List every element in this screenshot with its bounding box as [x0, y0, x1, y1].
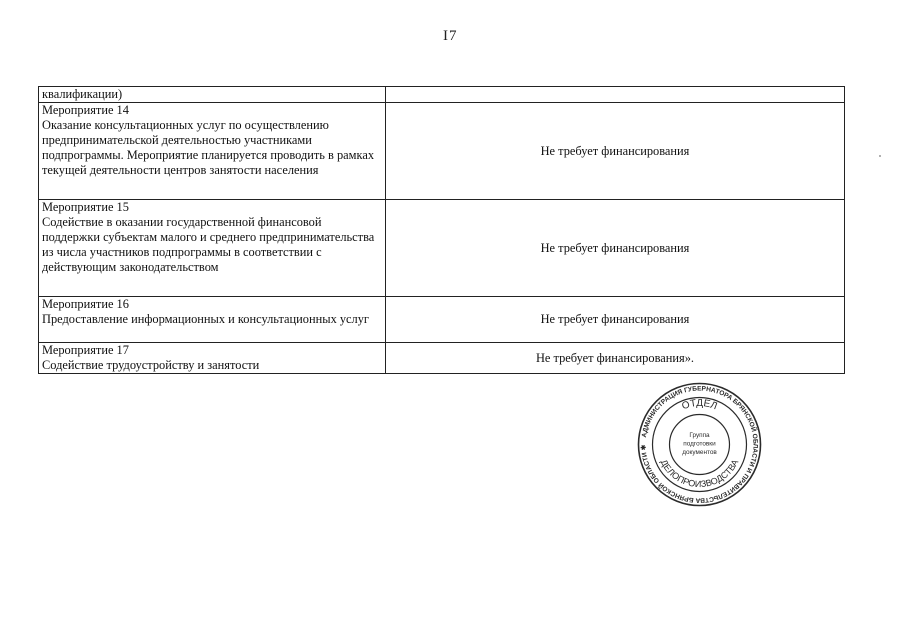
table-row — [39, 297, 845, 343]
financing-cell: Не требует финансирования — [386, 200, 845, 297]
measure-cell — [39, 87, 386, 103]
financing-table — [38, 86, 845, 374]
financing-cell: Не требует финансирования». — [386, 343, 845, 374]
page-number: I7 — [443, 28, 458, 44]
measure-description: Оказание консультационных услуг по осуществлению предпринимательской деятельностью участниками подпрограммы. Мероприятие планируется проводить в рамках текущей деятельности центров занятости населения — [42, 118, 375, 177]
measure-description: Предоставление информационных и консультационных услуг — [42, 312, 370, 326]
stamp-center-line1: Группа — [689, 432, 710, 439]
measure-cell — [39, 343, 386, 374]
measure-cell — [39, 103, 386, 200]
table-row — [39, 200, 845, 297]
scan-speck — [879, 155, 881, 157]
financing-cell: Не требует финансирования — [386, 103, 845, 200]
financing-cell: Не требует финансирования — [386, 297, 845, 343]
measure-title: Мероприятие 17 — [42, 343, 129, 357]
measure-cell — [39, 297, 386, 343]
stamp-center-line2: подготовки — [683, 440, 716, 448]
measure-cell — [39, 200, 386, 297]
measure-description: Содействие трудоустройству и занятости — [42, 358, 260, 372]
stamp-department-top: ОТДЕЛ — [680, 397, 719, 413]
measure-title: Мероприятие 16 — [42, 297, 129, 311]
official-stamp — [637, 382, 762, 507]
table-row — [39, 87, 845, 103]
measure-title: Мероприятие 14 — [42, 103, 129, 117]
table-row — [39, 343, 845, 374]
table-row — [39, 103, 845, 200]
row-title: квалификации) — [42, 87, 123, 101]
measure-description: Содействие в оказании государственной финансовой поддержки субъектам малого и среднего предпринимательства из числа участников подпрограммы в соответствии с действующим законодательством — [42, 215, 375, 274]
stamp-center-line3: документов — [682, 449, 717, 456]
measure-title: Мероприятие 15 — [42, 200, 129, 214]
financing-cell — [386, 87, 845, 103]
stamp-ring-text: АДМИНИСТРАЦИЯ ГУБЕРНАТОРА БРЯНСКОЙ ОБЛАСТИ И ПРАВИТЕЛЬСТВА БРЯНСКОЙ ОБЛАСТИ ✱ — [640, 385, 759, 504]
stamp-department-bottom: ДЕЛОПРОИЗВОДСТВА — [658, 457, 741, 490]
